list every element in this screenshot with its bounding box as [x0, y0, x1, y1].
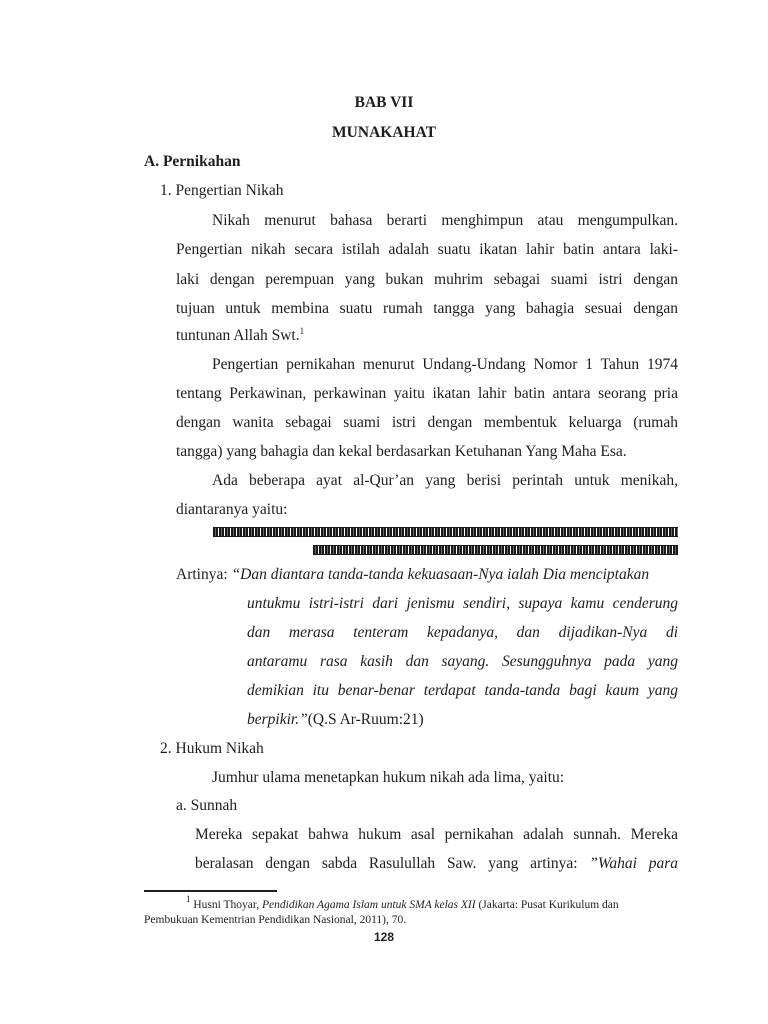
arabic-verse-line-2 — [313, 545, 678, 555]
translation-line-5: demikian itu benar-benar terdapat tanda-tanda bagi kaum yang — [247, 682, 678, 699]
paragraph-2-line-3: dengan wanita sebagai suami istri dengan membentuk keluarga (rumah — [176, 414, 678, 431]
verse-reference: (Q.S Ar-Ruum:21) — [307, 711, 424, 728]
paragraph-2-line-1: Pengertian pernikahan menurut Undang-Undang Nomor 1 Tahun 1974 — [212, 356, 678, 373]
arabic-verse-line-1 — [213, 527, 678, 537]
paragraph-4: Jumhur ulama menetapkan hukum nikah ada lima, yaitu: — [212, 769, 565, 786]
footnote-line-2: Pembukuan Kementrian Pendidikan Nasional, 2011), 70. — [144, 914, 407, 926]
paragraph-1-text: tuntunan Allah Swt. — [176, 327, 300, 344]
paragraph-5-line-2 — [195, 856, 678, 872]
translation-line-1 — [176, 567, 649, 583]
paragraph-2-line-4: tangga) yang bahagia dan kekal berdasarkan Ketuhanan Yang Maha Esa. — [176, 443, 627, 460]
paragraph-1-line-1: Nikah menurut bahasa berarti menghimpun atau mengumpulkan. — [212, 212, 678, 229]
paragraph-1-line-3: laki dengan perempuan yang bukan muhrim sebagai suami istri dengan — [176, 271, 678, 288]
paragraph-3-line-1: Ada beberapa ayat al-Qur’an yang berisi perintah untuk menikah, — [212, 472, 678, 489]
translation-text: “Dan diantara tanda-tanda kekuasaan-Nya ialah Dia menciptakan — [231, 566, 650, 583]
subsection-heading-2: 2. Hukum Nikah — [160, 740, 264, 757]
hadith-quote-start: ”Wahai para — [589, 855, 679, 872]
footnote-publisher: (Jakarta: Pusat Kurikulum dan — [475, 899, 619, 911]
footnote-author: Husni Thoyar, — [190, 899, 263, 911]
translation-line-6 — [247, 712, 424, 728]
translation-end: berpikir.” — [247, 711, 308, 728]
translation-line-2: untukmu istri-istri dari jenismu sendiri, supaya kamu cenderung — [247, 595, 678, 612]
chapter-number: BAB VII — [354, 94, 414, 111]
list-item-a: a. Sunnah — [176, 797, 238, 814]
paragraph-1-line-2: Pengertian nikah secara istilah adalah suatu ikatan lahir batin antara laki- — [176, 241, 678, 258]
page-number: 128 — [373, 930, 395, 944]
paragraph-3-line-2: diantaranya yaitu: — [176, 501, 288, 518]
footnote-book-title: Pendidikan Agama Islam untuk SMA kelas XII — [262, 899, 476, 911]
chapter-title: MUNAKAHAT — [332, 124, 436, 141]
footnote-number: 1 — [186, 894, 191, 904]
subsection-heading-1: 1. Pengertian Nikah — [160, 182, 284, 199]
translation-line-3: dan merasa tenteram kepadanya, dan dijadikan-Nya di — [247, 624, 678, 641]
paragraph-2-line-2: tentang Perkawinan, perkawinan yaitu ikatan lahir batin antara seorang pria — [176, 385, 678, 402]
translation-line-4: antaramu rasa kasih dan sayang. Sesungguhnya pada yang — [247, 653, 678, 670]
section-heading: A. Pernikahan — [144, 153, 241, 170]
paragraph-5-text: beralasan dengan sabda Rasulullah Saw. yang artinya: — [195, 855, 578, 872]
translation-label: Artinya: — [176, 566, 232, 583]
footnote-marker: 1 — [299, 326, 305, 336]
footnote-rule — [144, 890, 277, 892]
footnote-line-1 — [186, 894, 619, 912]
paragraph-1-line-5 — [176, 328, 304, 344]
paragraph-1-line-4: tujuan untuk membina suatu rumah tangga yang bahagia sesuai dengan — [176, 300, 678, 317]
paragraph-5-line-1: Mereka sepakat bahwa hukum asal pernikahan adalah sunnah. Mereka — [195, 826, 678, 843]
